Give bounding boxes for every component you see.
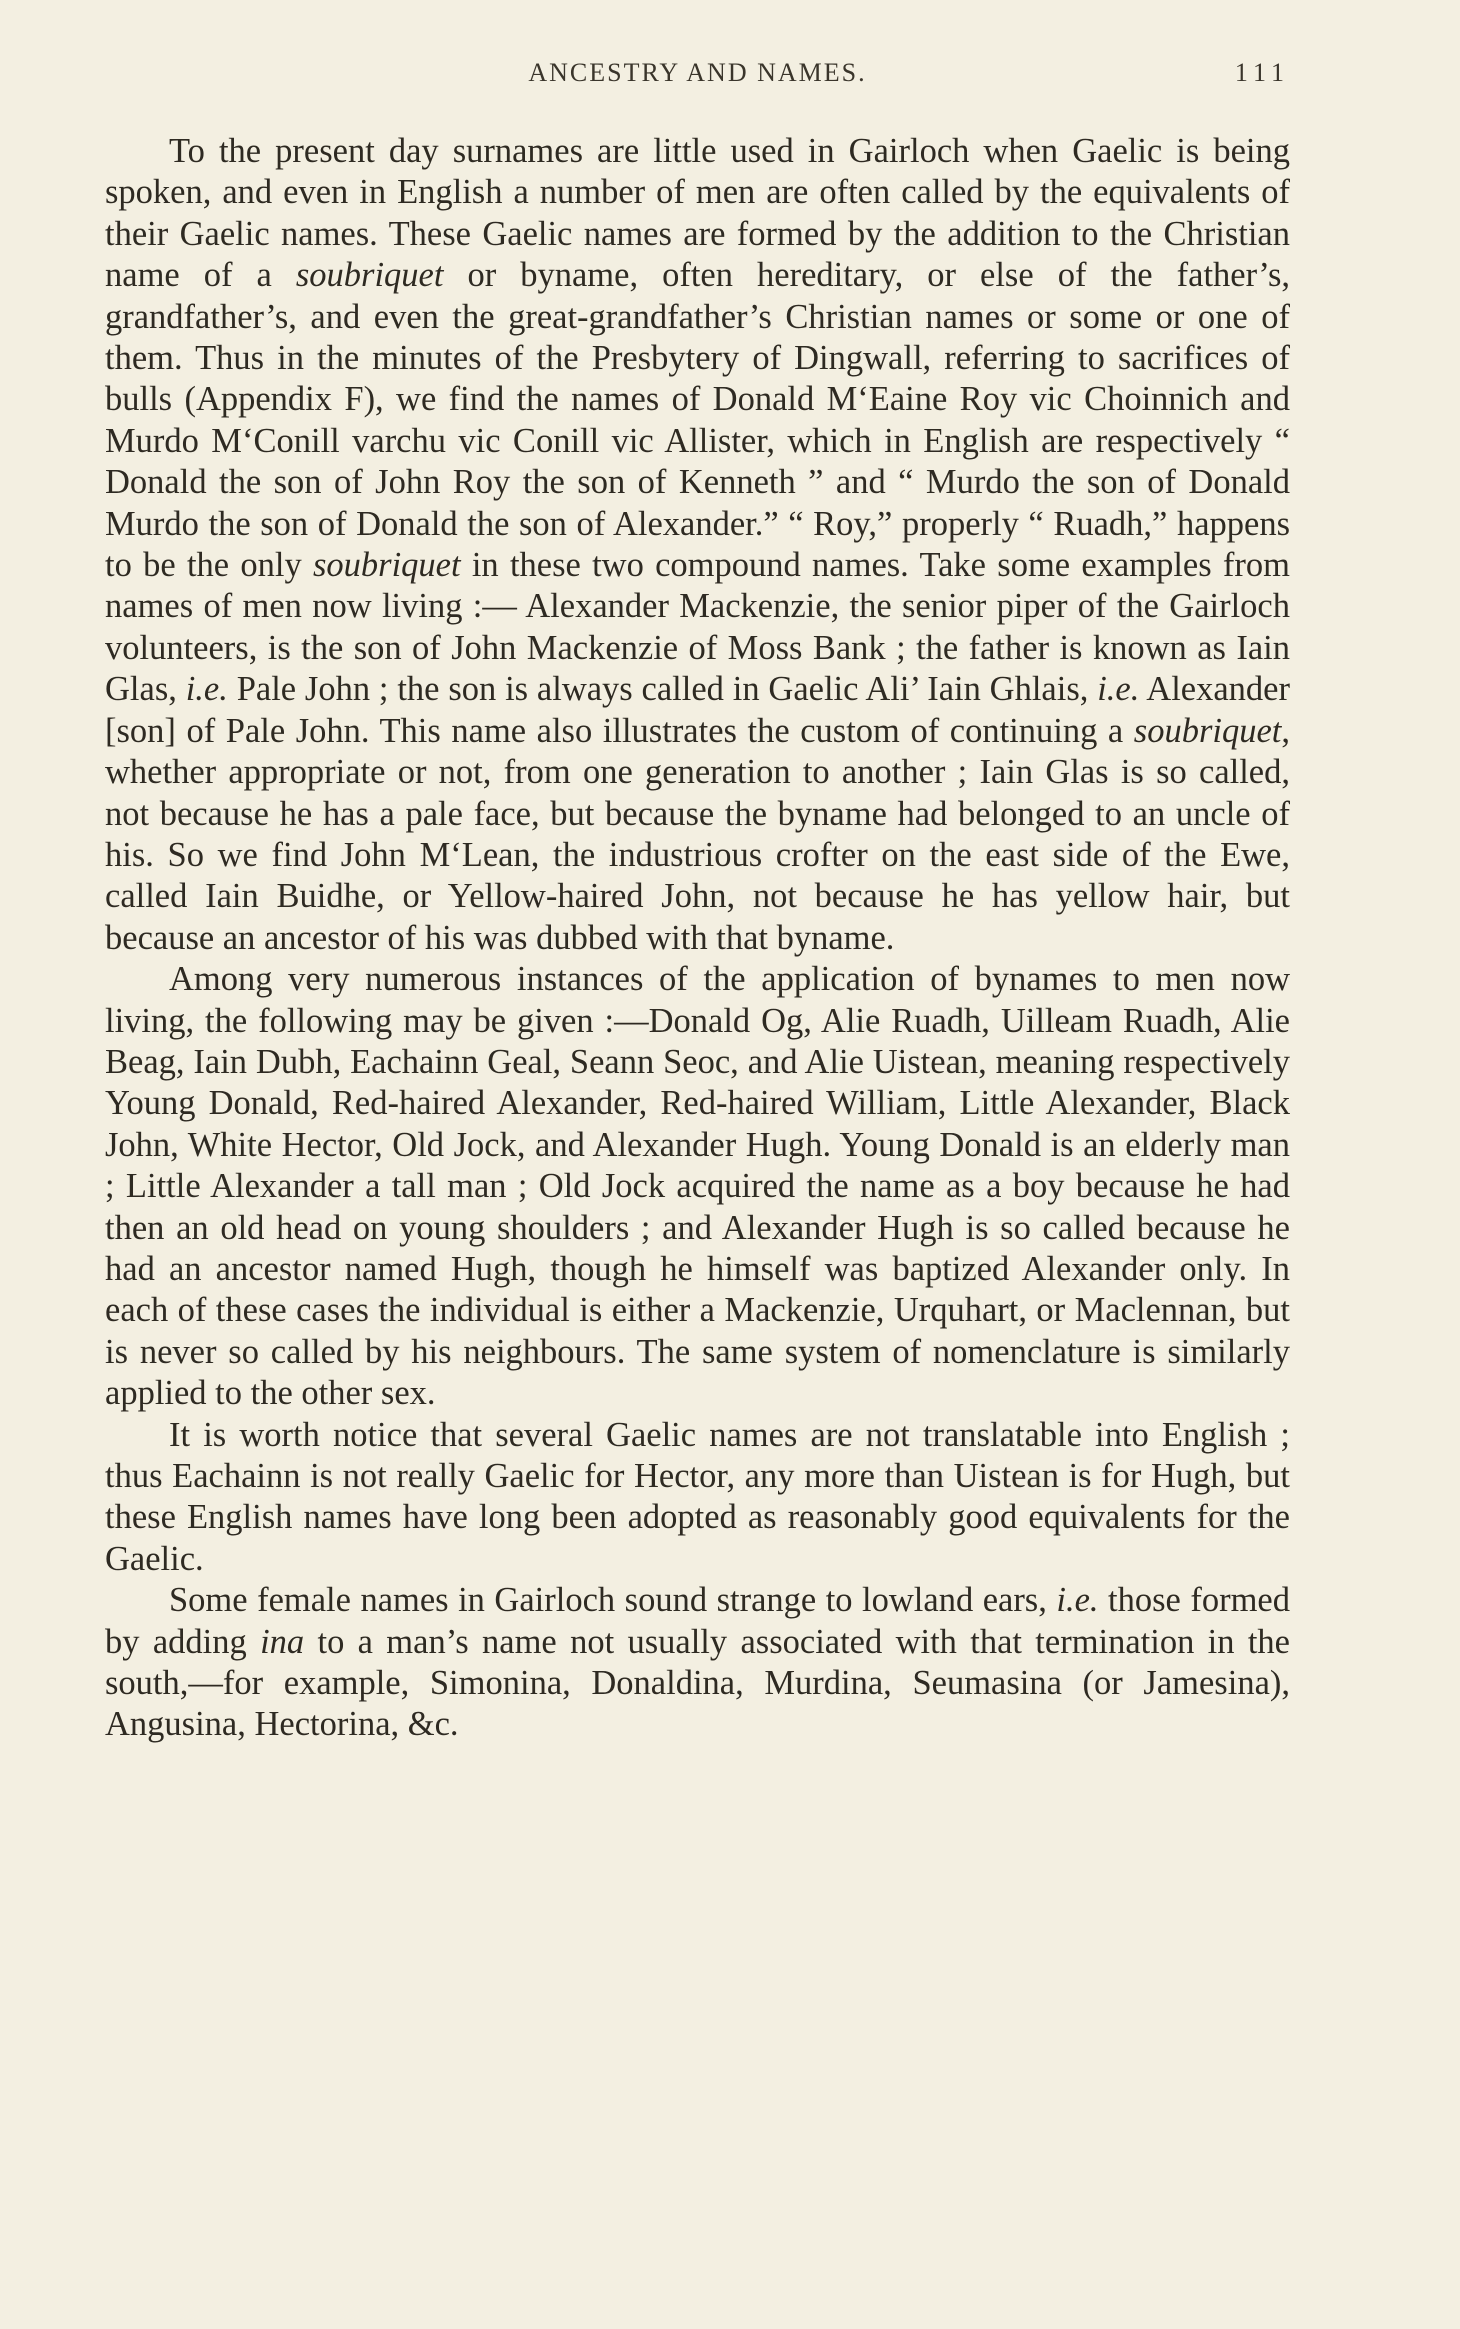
running-title: ANCESTRY AND NAMES.: [528, 58, 867, 87]
text-run: to a man’s name not usually associated with that termination in the south,—for example, Simonina, Donaldina, Murdina, Seumasina (or Jamesina), Angusina, Hectorina, &c.: [105, 1622, 1290, 1744]
text-run: in these two compound names. Take some examples from names of men now living :— Alexander Mackenzie, the senior piper of the Gairloch volunteers, is the son of John Mackenzie of Moss Bank ; the father is known as Iain Glas,: [105, 546, 1290, 709]
text-run: Pale John ; the son is always called in Gaelic Ali’ Iain Ghlais,: [227, 670, 1098, 709]
italic-abbrev-ie: i.e.: [1056, 1581, 1099, 1620]
running-head: [105, 58, 1290, 98]
text-run: It is worth notice that several Gaelic names are not translatable into English ; thus Eachainn is not really Gaelic for Hector, any more than Uistean is for Hugh, but these English names have long been adopted as reasonably good equivalents for the Gaelic.: [105, 1415, 1290, 1578]
text-run: or byname, often hereditary, or else of the father’s, grandfather’s, and even the great-grandfather’s Christian names or some or one of them. Thus in the minutes of the Presbytery of Dingwall, referring to sacrifices of bulls (Appendix F), we find the names of Donald M‘Eaine Roy vic Choinnich and Murdo M‘Conill varchu vic Conill vic Allister, which in English are respectively “ Donald the son of John Roy the son of Kenneth ” and “ Murdo the son of Donald Murdo the son of Donald the son of Alexander.” “ Roy,” properly “ Ruadh,” happens to be the only: [105, 256, 1290, 585]
paragraph-3: [105, 1415, 1290, 1581]
italic-term-soubriquet: soubriquet: [312, 546, 461, 585]
italic-term-soubriquet: soubriquet: [295, 256, 444, 295]
text-run: Among very numerous instances of the application of bynames to men now living, the following may be given :—Donald Og, Alie Ruadh, Uilleam Ruadh, Alie Beag, Iain Dubh, Eachainn Geal, Seann Seoc, and Alie Uistean, meaning respectively Young Donald, Red-haired Alexander, Red-haired William, Little Alexander, Black John, White Hector, Old Jock, and Alexander Hugh. Young Donald is an elderly man ; Little Alexander a tall man ; Old Jock acquired the name as a boy because he had then an old head on young shoulders ; and Alexander Hugh is so called because he had an ancestor named Hugh, though he himself was baptized Alexander only. In each of these cases the individual is either a Mackenzie, Urquhart, or Maclennan, but is never so called by his neighbours. The same system of nomenclature is similarly applied to the other sex.: [105, 960, 1290, 1413]
text-run: , whether appropriate or not, from one generation to another ; Iain Glas is so called, not because he has a pale face, but because the byname had belonged to an uncle of his. So we find John M‘Lean, the industrious crofter on the east side of the Ewe, called Iain Buidhe, or Yellow-haired John, not because he has yellow hair, but because an ancestor of his was dubbed with that byname.: [105, 711, 1290, 957]
paragraph-1: [105, 131, 1290, 959]
page-number: 111: [1234, 58, 1290, 87]
text-run: To the present day surnames are little used in Gairloch when Gaelic is being spoken, and even in English a number of men are often called by the equivalents of their Gaelic names. These Gaelic names are formed by the addition to the Christian name of a: [105, 132, 1290, 295]
italic-term-soubriquet: soubriquet: [1133, 711, 1282, 750]
text-run: Some female names in Gairloch sound strange to lowland ears,: [169, 1581, 1057, 1620]
paragraph-2: [105, 959, 1290, 1414]
text-run: Alexander [son] of Pale John. This name also illustrates the custom of continuing a: [105, 670, 1290, 750]
body-text: [105, 131, 1290, 1746]
italic-abbrev-ie: i.e.: [185, 670, 228, 709]
text-run: those formed by adding: [105, 1581, 1290, 1661]
italic-abbrev-ie: i.e.: [1097, 670, 1140, 709]
paragraph-4: [105, 1580, 1290, 1746]
italic-suffix-ina: ina: [260, 1622, 305, 1661]
